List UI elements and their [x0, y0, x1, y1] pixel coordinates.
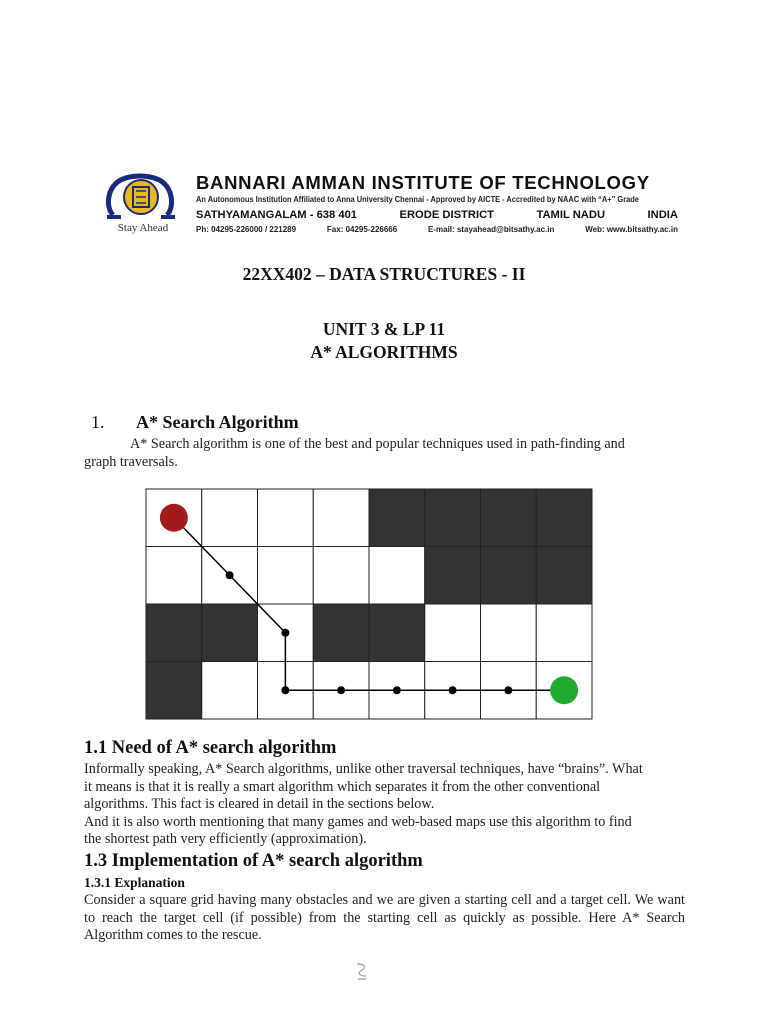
- section-1-line-2: graph traversals.: [84, 453, 178, 470]
- path-node: [281, 629, 289, 637]
- section-1-1-title: 1.1 Need of A* search algorithm: [84, 738, 337, 758]
- institution-location: [196, 209, 678, 221]
- section-1-1-line: algorithms. This fact is cleared in detail in the sections below.: [84, 796, 435, 812]
- path-node: [337, 686, 345, 694]
- path-node: [504, 686, 512, 694]
- section-1-number: 1.: [91, 412, 105, 432]
- grid-open-cell: [536, 604, 592, 662]
- goal-node: [550, 676, 578, 704]
- astar-grid-svg: [145, 488, 593, 720]
- grid-wall-cell: [313, 604, 369, 662]
- path-node: [393, 686, 401, 694]
- grid-wall-cell: [536, 489, 592, 547]
- institution-contact: [196, 225, 678, 234]
- grid-wall-cell: [369, 489, 425, 547]
- section-1-3-1-body: Consider a square grid having many obstacles and we are given a starting cell and a target cell. We want to reach the target cell (if possible) from the starting cell as quickly as possible. Here A* Search Algorithm comes to the rescue.: [84, 892, 685, 943]
- contact-fax: Fax: 04295-226666: [326, 225, 398, 234]
- grid-open-cell: [146, 547, 202, 605]
- institution-name: BANNARI AMMAN INSTITUTE OF TECHNOLOGY: [196, 172, 650, 193]
- unit-title: UNIT 3 & LP 11: [322, 319, 446, 339]
- section-1-1-line: it means is that it is really a smart algorithm which separates it from the other conventional: [84, 778, 601, 795]
- grid-wall-cell: [425, 489, 481, 547]
- section-1-3-1-title: 1.3.1 Explanation: [84, 875, 185, 890]
- grid-open-cell: [258, 547, 314, 605]
- location-country: INDIA: [647, 209, 678, 221]
- grid-open-cell: [258, 489, 314, 547]
- grid-wall-cell: [425, 547, 481, 605]
- section-1-1-line: And it is also worth mentioning that many games and web-based maps use this algorithm to find: [84, 813, 632, 830]
- contact-email: E-mail: stayahead@bitsathy.ac.in: [428, 225, 555, 234]
- grid-open-cell: [313, 547, 369, 605]
- path-node: [226, 571, 234, 579]
- course-title: 22XX402 – DATA STRUCTURES - II: [242, 264, 526, 284]
- contact-web: Web: www.bitsathy.ac.in: [585, 225, 678, 234]
- grid-wall-cell: [146, 604, 202, 662]
- grid-wall-cell: [369, 604, 425, 662]
- path-node: [449, 686, 457, 694]
- location-city: SATHYAMANGALAM - 638 401: [196, 209, 358, 221]
- grid-open-cell: [202, 489, 258, 547]
- section-1-line-1: A* Search algorithm is one of the best and popular techniques used in path-finding and: [130, 436, 625, 452]
- location-state: TAMIL NADU: [536, 209, 606, 221]
- location-district: ERODE DISTRICT: [399, 209, 494, 221]
- topic-title: A* ALGORITHMS: [310, 342, 458, 362]
- contact-phone: Ph: 04295-226000 / 221289: [196, 225, 297, 234]
- section-1-3-title: 1.3 Implementation of A* search algorithm: [84, 851, 423, 871]
- grid-wall-cell: [146, 662, 202, 720]
- section-1-1-line: the shortest path very efficiently (approximation).: [84, 831, 367, 847]
- grid-wall-cell: [536, 547, 592, 605]
- grid-wall-cell: [202, 604, 258, 662]
- section-1-1-body: [84, 761, 694, 849]
- footer-emblem-icon: [354, 962, 370, 982]
- grid-open-cell: [425, 604, 481, 662]
- section-1-1-line: Informally speaking, A* Search algorithms, unlike other traversal techniques, have “brains”. What: [84, 761, 643, 777]
- path-node: [281, 686, 289, 694]
- grid-open-cell: [481, 604, 537, 662]
- section-1-paragraph: [84, 436, 684, 471]
- astar-grid-figure: [145, 488, 593, 720]
- grid-open-cell: [202, 662, 258, 720]
- logo-caption: Stay Ahead: [117, 222, 169, 234]
- grid-open-cell: [369, 547, 425, 605]
- grid-wall-cell: [481, 489, 537, 547]
- institution-subtitle: An Autonomous Institution Affiliated to Anna University Chennai - Approved by AICTE - Accredited by NAAC with “A+” Grade: [196, 195, 639, 204]
- start-node: [160, 504, 188, 532]
- grid-open-cell: [313, 489, 369, 547]
- grid-wall-cell: [481, 547, 537, 605]
- section-1-title: A* Search Algorithm: [136, 412, 299, 432]
